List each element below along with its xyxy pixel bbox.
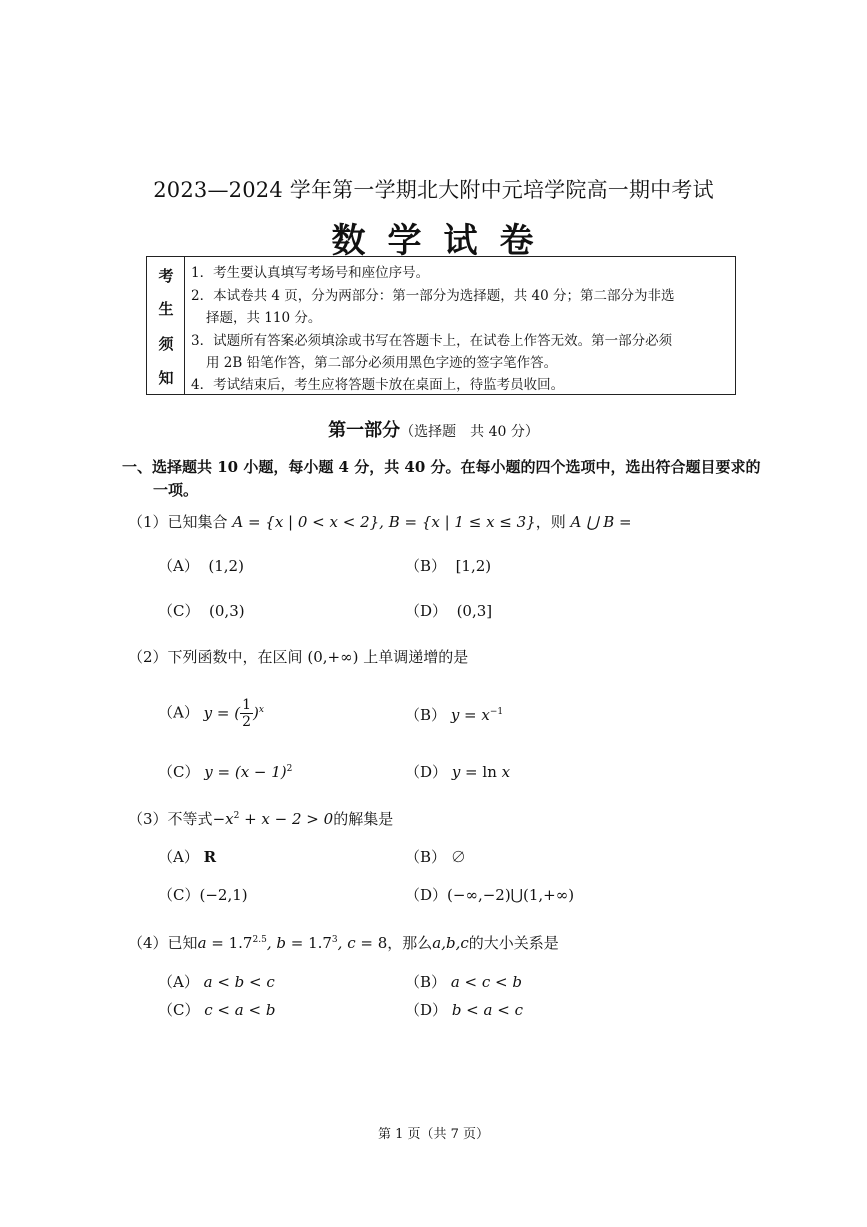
- notice-heading-char: 考: [158, 267, 174, 285]
- question-math: A = {x | 0 < x < 2}, B = {x | 1 ≤ x ≤ 3}: [232, 513, 536, 531]
- option-label: （C）: [158, 886, 200, 904]
- option-a: [158, 697, 264, 730]
- notice-body: [185, 257, 735, 394]
- option-text: (−2,1): [199, 886, 248, 904]
- question-number: （3）: [128, 810, 168, 828]
- question-text: 不等式: [167, 810, 213, 828]
- option-text: $y = (x - 1)^2$: [204, 763, 293, 781]
- question-text: 已知集合: [167, 513, 228, 531]
- question-1-stem: [128, 511, 632, 532]
- option-label: （C）: [158, 602, 200, 620]
- option-text: (0,3): [209, 602, 245, 620]
- fraction: $\frac{1}{2}$: [242, 697, 251, 730]
- option-text: $y = x^{-1}$: [450, 706, 504, 724]
- option-label: （C）: [158, 1001, 200, 1019]
- option-label: （D）: [405, 763, 448, 781]
- question-text: 已知: [167, 934, 198, 952]
- option-c: [158, 600, 245, 621]
- option-text: (0,3]: [456, 602, 493, 620]
- option-text: a < b < c: [203, 973, 275, 991]
- option-c: [158, 999, 275, 1020]
- section-heading: [0, 416, 867, 442]
- option-a: [158, 846, 216, 867]
- instructions-line: 一项。: [153, 481, 199, 499]
- question-text: ，那么: [387, 934, 433, 952]
- question-math: $-x^2 + x - 2 > 0$: [212, 810, 334, 828]
- option-text: (1,2): [208, 557, 244, 575]
- exam-title: 2023—2024 学年第一学期北大附中元培学院高一期中考试: [153, 178, 714, 202]
- option-c: [158, 761, 292, 782]
- option-label: （C）: [158, 763, 200, 781]
- notice-line: 2．本试卷共 4 页，分为两部分：第一部分为选择题，共 40 分；第二部分为非选: [191, 288, 675, 304]
- option-a: [158, 971, 275, 992]
- option-label: （B）: [405, 848, 447, 866]
- question-2-stem: [128, 646, 468, 667]
- option-b: [405, 971, 522, 992]
- option-label: （A）: [158, 848, 199, 866]
- question-text: ，则: [535, 513, 566, 531]
- option-text: y = ln x: [451, 763, 511, 781]
- option-label: （A）: [158, 973, 199, 991]
- option-text: b < a < c: [451, 1001, 523, 1019]
- option-label: （D）: [405, 602, 448, 620]
- option-text: a < c < b: [450, 973, 522, 991]
- notice-box: [146, 256, 736, 395]
- section-note: （选择题 共 40 分）: [400, 424, 539, 440]
- option-label: （D）: [405, 886, 448, 904]
- option-d: [405, 600, 492, 621]
- question-text: 上单调递增的是: [363, 648, 469, 666]
- question-number: （2）: [128, 648, 168, 666]
- notice-line: 3．试题所有答案必须填涂或书写在答题卡上，在试卷上作答无效。第一部分必须: [191, 333, 673, 349]
- section-title: 第一部分: [328, 420, 401, 441]
- notice-line: 1．考生要认真填写考场号和座位序号。: [191, 265, 430, 281]
- notice-heading-char: 知: [158, 369, 174, 387]
- question-number: （1）: [128, 513, 168, 531]
- question-math: A ⋃ B =: [570, 513, 632, 531]
- question-text: 下列函数中，在区间: [167, 648, 303, 666]
- question-number: （4）: [128, 934, 168, 952]
- option-text: c < a < b: [204, 1001, 276, 1019]
- question-text: 的大小关系是: [468, 934, 559, 952]
- option-d: [405, 761, 510, 782]
- option-text: y = ( $\frac{1}{2}$ )$^x$: [203, 697, 264, 730]
- option-label: （B）: [405, 706, 447, 724]
- option-b: [405, 704, 503, 725]
- notice-line: 择题，共 110 分。: [206, 310, 322, 326]
- option-label: （B）: [405, 557, 447, 575]
- option-text: R: [203, 848, 217, 866]
- notice-line: 4．考试结束后，考生应将答题卡放在桌面上，待监考员收回。: [191, 377, 565, 393]
- notice-line: 用 2B 铅笔作答，第二部分必须用黑色字迹的签字笔作答。: [206, 355, 558, 371]
- option-d: [405, 884, 574, 905]
- question-3-stem: [128, 808, 393, 829]
- option-b: [405, 846, 466, 867]
- page-footer: 第 1 页（共 7 页）: [377, 1127, 490, 1142]
- question-math: a,b,c: [432, 934, 469, 952]
- question-4-stem: [128, 932, 559, 953]
- option-label: （A）: [158, 703, 199, 722]
- option-text: (−∞,−2)⋃(1,+∞): [447, 886, 575, 904]
- question-math: $a = 1.7^{2.5}$, $b = 1.7^3$, c = 8: [197, 934, 388, 952]
- option-label: （A）: [158, 557, 199, 575]
- option-b: [405, 555, 491, 576]
- option-text: ∅: [450, 848, 466, 866]
- exam-subtitle: 数学试卷: [331, 221, 556, 261]
- instructions-line: 一、选择题共 10 小题，每小题 4 分，共 40 分。在每小题的四个选项中，选出符合题目要求的: [122, 458, 761, 476]
- notice-heading-char: 生: [158, 300, 174, 318]
- option-d: [405, 999, 523, 1020]
- option-label: （D）: [405, 1001, 448, 1019]
- question-text: 的解集是: [333, 810, 394, 828]
- option-text: [1,2): [455, 557, 492, 575]
- option-label: （B）: [405, 973, 447, 991]
- notice-heading: [147, 257, 185, 394]
- option-c: [158, 884, 248, 905]
- option-a: [158, 555, 244, 576]
- question-math: (0,+∞): [307, 648, 359, 666]
- notice-heading-char: 须: [158, 335, 174, 353]
